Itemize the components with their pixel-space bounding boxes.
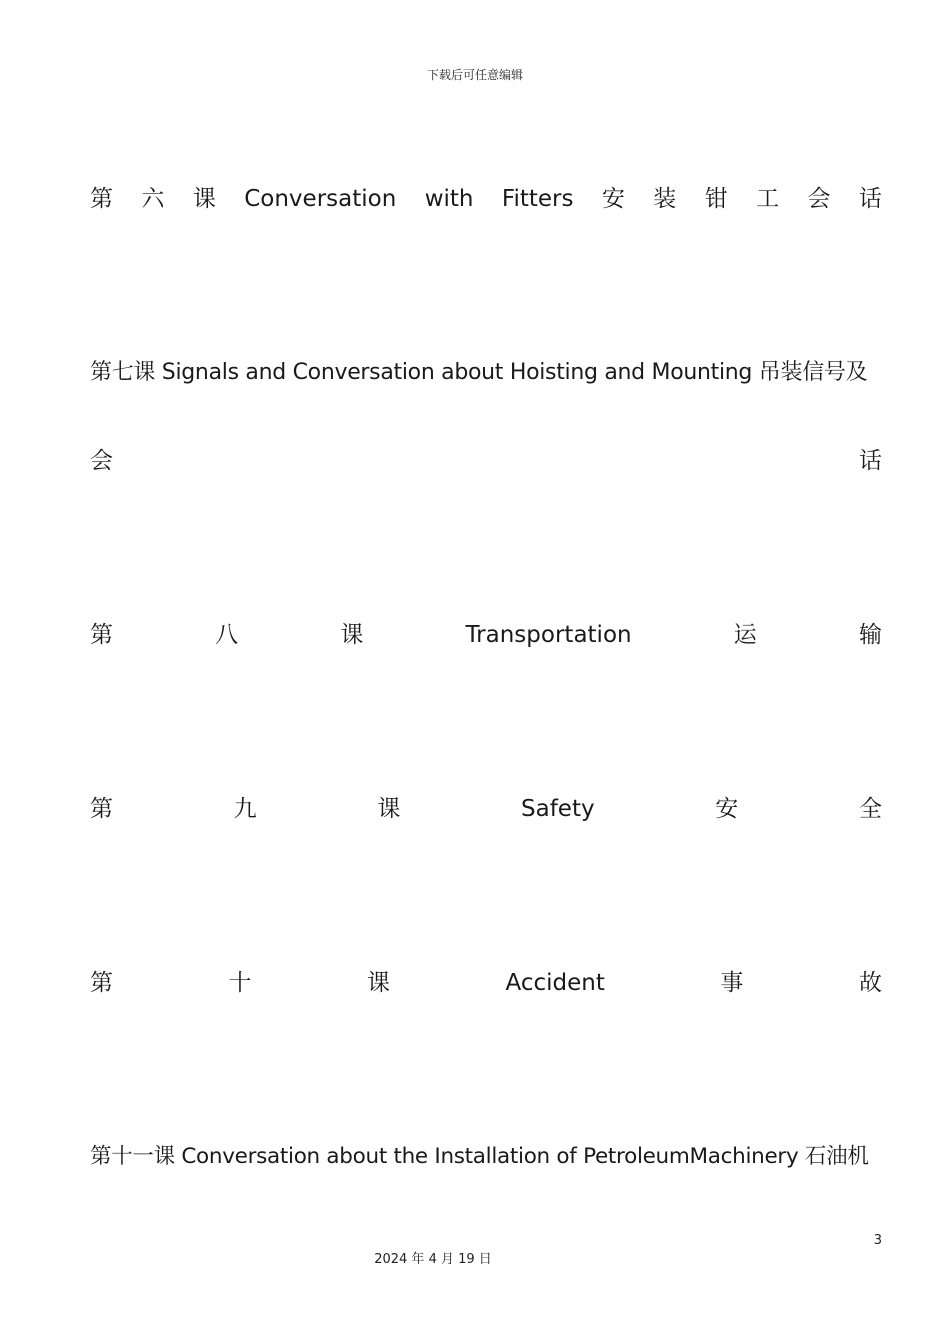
lesson-6-token: Fitters (501, 186, 574, 212)
lesson-8-token: 运 (733, 622, 757, 648)
footer-date: 2024 年 4 月 19 日 (374, 1252, 492, 1267)
lesson-8-title (90, 620, 882, 650)
lesson-10-token: Accident (505, 970, 605, 996)
lesson-6-token: 课 (192, 186, 216, 212)
lesson-7-title-continued (90, 446, 882, 476)
lesson-9-token: 第 (90, 796, 113, 822)
lesson-6-token: Conversation (244, 186, 397, 212)
page-number: 3 (873, 1233, 882, 1248)
lesson-10-token: 事 (720, 970, 744, 996)
lesson-9-token: Safety (521, 796, 595, 822)
lesson-9-token: 全 (858, 796, 882, 822)
lesson-11-title-text: 第十一课 Conversation about the Installation of PetroleumMachinery 石油机 (90, 1144, 869, 1169)
lesson-7-token: 话 (859, 448, 882, 474)
lesson-7-token: 会 (90, 448, 113, 474)
lesson-9-token: 安 (715, 796, 739, 822)
lesson-9-title (90, 794, 882, 824)
lesson-10-title (90, 968, 882, 998)
lesson-6-token: 话 (858, 186, 882, 212)
lesson-10-token: 第 (90, 970, 113, 996)
lesson-7-title (90, 358, 882, 388)
lesson-6-token: with (424, 186, 474, 212)
lesson-6-token: 六 (141, 186, 165, 212)
lesson-10-token: 课 (367, 970, 391, 996)
lesson-6-token: 钳 (704, 186, 728, 212)
lesson-8-token: 第 (90, 622, 113, 648)
lesson-6-token: 会 (807, 186, 831, 212)
lesson-8-token: 八 (215, 622, 239, 648)
lesson-8-token: Transportation (465, 622, 632, 648)
lesson-9-token: 课 (377, 796, 401, 822)
lesson-6-token: 第 (90, 186, 113, 212)
lesson-8-token: 输 (858, 622, 882, 648)
lesson-7-title-text: 第七课 Signals and Conversation about Hoisting and Mounting 吊装信号及 (90, 360, 868, 385)
lesson-10-token: 十 (228, 970, 252, 996)
lesson-11-title (90, 1142, 882, 1172)
lesson-6-token: 安 (601, 186, 625, 212)
lesson-10-token: 故 (858, 970, 882, 996)
lesson-6-token: 装 (653, 186, 677, 212)
lesson-8-token: 课 (340, 622, 364, 648)
lesson-9-token: 九 (233, 796, 257, 822)
lesson-6-token: 工 (756, 186, 780, 212)
lesson-6-title (90, 184, 882, 214)
header-note: 下载后可任意编辑 (426, 68, 523, 82)
